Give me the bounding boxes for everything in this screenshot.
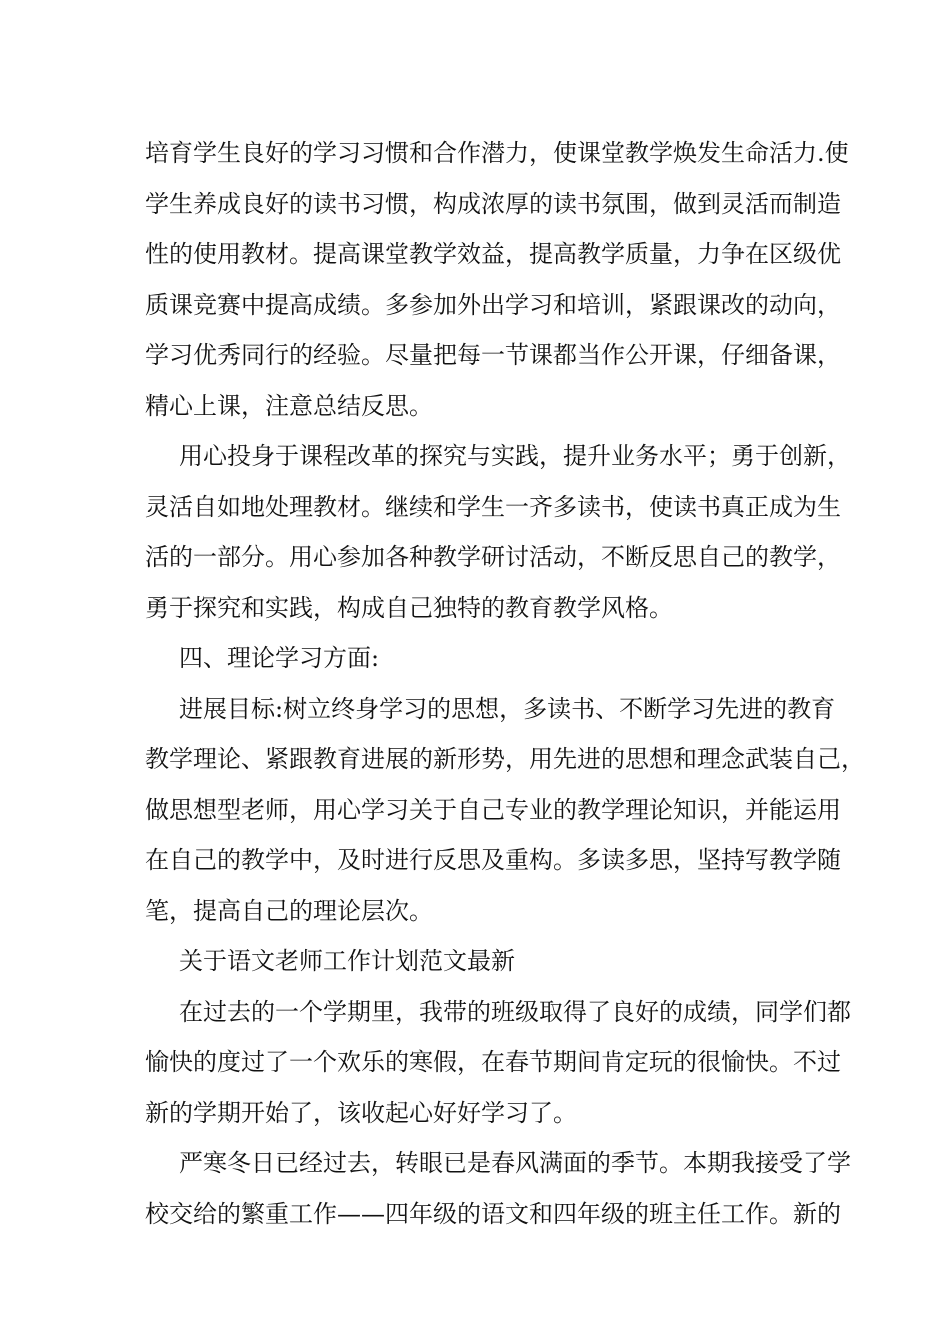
paragraph-first-line: 进展目标:树立终身学习的思想，多读书、不断学习先进的教育 xyxy=(179,694,836,723)
text-line: 活的一部分。用心参加各种教学研讨活动，不断反思自己的教学， xyxy=(145,543,841,571)
text-line: 灵活自如地处理教材。继续和学生一齐多读书，使读书真正成为生 xyxy=(145,492,841,521)
text-line: 培育学生良好的学习习惯和合作潜力，使课堂教学焕发生命活力.使 xyxy=(145,139,849,167)
section-heading: 四、理论学习方面: xyxy=(179,644,380,672)
text-line: 笔，提高自己的理论层次。 xyxy=(145,896,433,925)
text-line: 新的学期开始了，该收起心好好学习了。 xyxy=(145,1098,577,1127)
text-line: 愉快的度过了一个欢乐的寒假，在春节期间肯定玩的很愉快。不过 xyxy=(145,1048,841,1076)
paragraph-first-line: 在过去的一个学期里，我带的班级取得了良好的成绩，同学们都 xyxy=(179,997,851,1026)
paragraph-first-line: 用心投身于课程改革的探究与实践，提升业务水平；勇于创新， xyxy=(179,442,851,470)
body-text xyxy=(145,128,865,1239)
text-line: 学习优秀同行的经验。尽量把每一节课都当作公开课，仔细备课， xyxy=(145,341,841,369)
text-line: 学生养成良好的读书习惯，构成浓厚的读书氛围，做到灵活而制造 xyxy=(145,189,841,218)
text-line: 做思想型老师，用心学习关于自己专业的教学理论知识，并能运用 xyxy=(145,795,841,824)
text-line: 勇于探究和实践，构成自己独特的教育教学风格。 xyxy=(145,593,673,622)
text-line: 精心上课，注意总结反思。 xyxy=(145,391,433,420)
paragraph-first-line: 严寒冬日已经过去，转眼已是春风满面的季节。本期我接受了学 xyxy=(179,1149,851,1177)
text-line: 在自己的教学中，及时进行反思及重构。多读多思，坚持写教学随 xyxy=(145,846,841,874)
text-line: 校交给的繁重工作——四年级的语文和四年级的班主任工作。新的 xyxy=(145,1199,841,1228)
article-title: 关于语文老师工作计划范文最新 xyxy=(179,947,515,975)
text-line: 质课竞赛中提高成绩。多参加外出学习和培训，紧跟课改的动向， xyxy=(145,290,841,319)
text-line: 性的使用教材。提高课堂教学效益，提高教学质量，力争在区级优 xyxy=(145,240,841,268)
text-line: 教学理论、紧跟教育进展的新形势，用先进的思想和理念武装自己， xyxy=(145,745,865,773)
